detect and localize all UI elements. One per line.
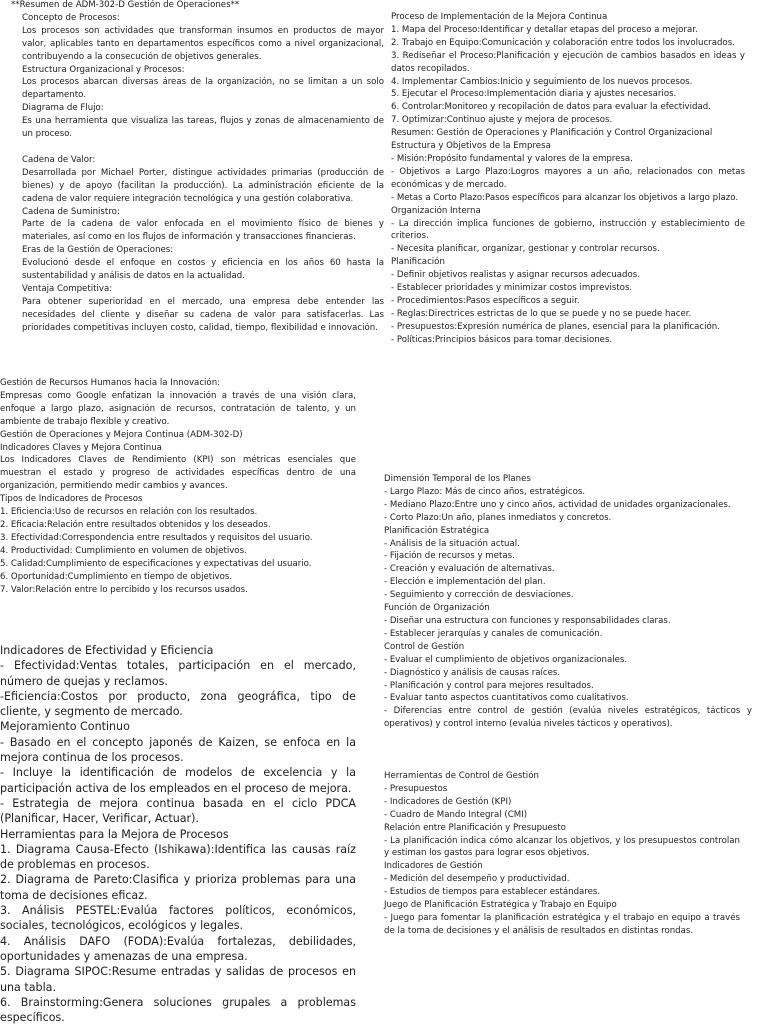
paragraph: - Estrategia de mejora continua basada en el ciclo PDCA (Planificar, Hacer, Verificar, Actuar). [0,796,356,826]
control-tools-block [384,770,740,938]
paragraph: Para obtener superioridad en el mercado, una empresa debe entender las necesidades del cliente y diseñar su cadena de valor para satisfacerlas. Las prioridades competitivas incluyen costo, calidad, tiempo, flexibilidad e innovación. [22,296,384,333]
paragraph: - La dirección implica funciones de gobierno, instrucción y establecimiento de criterios. [391,218,745,242]
paragraph: - Elección e implementación del plan. [384,577,546,588]
paragraph: Cadena de Suministro: [22,206,120,217]
paragraph: 3. Análisis PESTEL:Evalúa factores políticos, económicos, sociales, tecnológicos, ecológicos y legales. [0,904,356,933]
paragraph: Planificación Estratégica [384,525,490,536]
paragraph: - Reglas:Directrices estrictas de lo que se puede y no se puede hacer. [391,308,692,319]
paragraph: Evolucionó desde el enfoque en costos y eficiencia en los años 60 hasta la sustentabilidad y análisis de datos en la actualidad. [22,258,384,282]
paragraph: 3. Rediseñar el Proceso:Planificación y ejecución de cambios basados en ideas y datos recopilados. [391,50,745,74]
paragraph: Herramientas para la Mejora de Procesos [0,827,229,841]
paragraph: - Indicadores de Gestión (KPI) [384,796,512,807]
paragraph: - Juego para fomentar la planificación estratégica y el trabajo en equipo a través de la toma de decisiones y el análisis de resultados en distintas rondas. [384,912,740,936]
paragraph: Parte de la cadena de valor enfocada en el movimiento físico de bienes y materiales, así como en los flujos de información y transacciones financieras. [22,219,384,243]
paragraph: Planificación [391,257,445,268]
paragraph: Dimensión Temporal de los Planes [384,474,531,484]
paragraph: - Incluye la identificación de modelos de excelencia y la participación activa de los empleados en el proceso de mejora. [0,766,356,795]
paragraph: Estructura Organizacional y Procesos: [22,64,185,75]
paragraph: 1. Eficiencia:Uso de recursos en relación con los resultados. [0,507,258,518]
paragraph: **Resumen de ADM-302-D Gestión de Operaciones** [11,0,240,10]
paragraph: 3. Efectividad:Correspondencia entre resultados y requisitos del usuario. [0,532,313,543]
paragraph: -Eficiencia:Costos por producto, zona geográfica, tipo de cliente, y segmento de mercado. [0,689,356,719]
paragraph: Relación entre Planificación y Presupuesto [384,822,566,833]
paragraph: Estructura y Objetivos de la Empresa [391,141,551,152]
paragraph: 5. Ejecutar el Proceso:Implementación diaria y ajustes necesarios. [391,89,677,100]
paragraph: Eras de la Gestión de Operaciones: [22,245,174,256]
paragraph: - Largo Plazo: Más de cinco años, estratégicos. [384,486,586,497]
paragraph: - Políticas:Principios básicos para tomar decisiones. [391,334,613,345]
hr-innovation-kpi-block [0,377,356,596]
paragraph: - Diferencias entre control de gestión (evalúa niveles estratégicos, tácticos y operativos) y control interno (evalúa niveles tácticos y operativos). [384,706,752,730]
paragraph: - Planificación y control para mejores resultados. [384,680,594,691]
paragraph: 2. Eficacia:Relación entre resultados obtenidos y los deseados. [0,519,271,530]
paragraph: Herramientas de Control de Gestión [384,771,539,781]
paragraph: Gestión de Operaciones y Mejora Continua (ADM-302-D) [0,429,243,440]
paragraph: - Fijación de recursos y metas. [384,551,515,562]
paragraph: 4. Implementar Cambios:Inicio y seguimiento de los nuevos procesos. [391,76,693,87]
paragraph: - Procedimientos:Pasos específicos a seguir. [391,295,580,306]
paragraph: - Establecer jerarquías y canales de comunicación. [384,628,603,639]
paragraph: - Corto Plazo:Un año, planes inmediatos y concretos. [384,512,612,523]
paragraph: Función de Organización [384,603,490,614]
paragraph: Resumen: Gestión de Operaciones y Planificación y Control Organizacional [391,128,713,139]
paragraph: 5. Calidad:Cumplimiento de especificaciones y expectativas del usuario. [0,558,312,569]
paragraph: Tipos de Indicadores de Procesos [0,494,143,505]
paragraph: 1. Mapa del Proceso:Identificar y detallar etapas del proceso a mejorar. [391,24,698,35]
paragraph: 5. Diagrama SIPOC:Resume entradas y salidas de procesos en una tabla. [0,965,356,994]
paragraph: Mejoramiento Continuo [0,720,130,734]
paragraph: - Evaluar tanto aspectos cuantitativos como cualitativos. [384,693,629,704]
paragraph: - Definir objetivos realistas y asignar recursos adecuados. [391,270,640,281]
paragraph: 1. Diagrama Causa-Efecto (Ishikawa):Identifica las causas raíz de problemas en procesos. [0,842,356,872]
paragraph: - Efectividad:Ventas totales, participación en el mercado, número de quejas y reclamos. [0,659,356,688]
paragraph: - Medición del desempeño y productividad. [384,874,570,885]
paragraph: - Mediano Plazo:Entre uno y cinco años, actividad de unidades organizacionales. [384,499,731,510]
paragraph: Los procesos abarcan diversas áreas de la organización, no se limitan a un solo departamento. [22,77,384,101]
paragraph: Empresas como Google enfatizan la innovación a través de una visión clara, enfoque a largo plazo, asignación de recursos, contratación de talento, y un ambiente de trabajo flexible y creativo. [0,390,356,427]
continuous-improvement-block [0,643,356,1025]
paragraph: Los procesos son actividades que transforman insumos en productos de mayor valor, aplicables tanto en departamentos específicos como a nivel organizacional, contribuyendo a la consecución de objetivos generales. [22,25,384,62]
paragraph: Los Indicadores Claves de Rendimiento (KPI) son métricas esenciales que muestran el estado y progreso de actividades específicas dentro de una organización, permitiendo medir cambios y avances. [0,455,356,492]
paragraph: Organización Interna [391,205,481,216]
paragraph: 4. Productividad: Cumplimiento en volumen de objetivos. [0,545,247,556]
paragraph: 4. Análisis DAFO (FODA):Evalúa fortalezas, debilidades, oportunidades y amenazas de una empresa. [0,934,356,963]
paragraph: - Cuadro de Mando Integral (CMI) [384,809,528,820]
paragraph: 7. Optimizar:Continuo ajuste y mejora de procesos. [391,115,613,126]
paragraph: Cadena de Valor: [22,154,96,165]
paragraph: 7. Valor:Relación entre lo percibido y los recursos usados. [0,584,248,595]
paragraph: - Basado en el concepto japonés de Kaizen, se enfoca en la mejora continua de los procesos. [0,735,356,765]
paragraph: Juego de Planificación Estratégica y Trabajo en Equipo [384,900,617,911]
paragraph: Diagrama de Flujo: [22,103,104,114]
paragraph: 6. Brainstorming:Genera soluciones grupales a problemas específicos. [0,995,356,1025]
paragraph: 6. Controlar:Monitoreo y recopilación de datos para evaluar la efectividad. [391,102,711,113]
paragraph: - Seguimiento y corrección de desviaciones. [384,590,574,601]
summary-operations-block [11,0,384,335]
paragraph: Gestión de Recursos Humanos hacia la Innovación: [0,378,221,388]
paragraph: Control de Gestión [384,641,465,652]
paragraph: - Necesita planificar, organizar, gestionar y controlar recursos. [391,244,660,255]
paragraph: - Análisis de la situación actual. [384,538,520,549]
paragraph: Ventaja Competitiva: [22,283,113,294]
paragraph: Desarrollada por Michael Porter, distingue actividades primarias (producción de bienes) y de apoyo (facilitan la producción). La administración eficiente de la cadena de valor requiere integración tecnológica y una gestión colaborativa. [22,167,384,204]
paragraph: - Establecer prioridades y minimizar costos imprevistos. [391,283,633,294]
paragraph: - Creación y evaluación de alternativas. [384,564,555,575]
paragraph: 2. Diagrama de Pareto:Clasifica y prioriza problemas para una toma de decisiones eficaz. [0,873,356,902]
paragraph: 2. Trabajo en Equipo:Comunicación y colaboración entre todos los involucrados. [391,37,735,48]
implementation-planning-block [391,11,745,347]
plan-dimensions-control-block [384,473,752,731]
paragraph: 6. Oportunidad:Cumplimiento en tiempo de objetivos. [0,571,233,582]
paragraph: Indicadores Claves y Mejora Continua [0,442,162,453]
paragraph [11,141,384,154]
paragraph: - Evaluar el cumplimiento de objetivos organizacionales. [384,654,628,665]
paragraph: Indicadores de Efectividad y Eficiencia [0,644,214,657]
paragraph: - Estudios de tiempos para establecer estándares. [384,887,601,898]
paragraph: - Metas a Corto Plazo:Pasos específicos para alcanzar los objetivos a largo plazo. [391,192,739,203]
paragraph: - Misión:Propósito fundamental y valores de la empresa. [391,153,633,164]
paragraph: Proceso de Implementación de la Mejora Continua [391,12,608,22]
paragraph: - Objetivos a Largo Plazo:Logros mayores a un año, relacionados con metas económicas y de mercado. [391,166,745,190]
paragraph: - Diseñar una estructura con funciones y responsabilidades claras. [384,615,671,626]
paragraph: Concepto de Procesos: [22,12,120,23]
paragraph: - Diagnóstico y análisis de causas raíces. [384,667,561,678]
paragraph: - La planificación indica cómo alcanzar los objetivos, y los presupuestos controlan y estiman los gastos para lograr esos objetivos. [384,835,740,859]
paragraph: - Presupuestos:Expresión numérica de planes, esencial para la planificación. [391,321,720,332]
paragraph: Es una herramienta que visualiza las tareas, flujos y zonas de almacenamiento de un proceso. [22,116,384,140]
paragraph: - Presupuestos [384,783,448,794]
paragraph: Indicadores de Gestión [384,861,483,872]
